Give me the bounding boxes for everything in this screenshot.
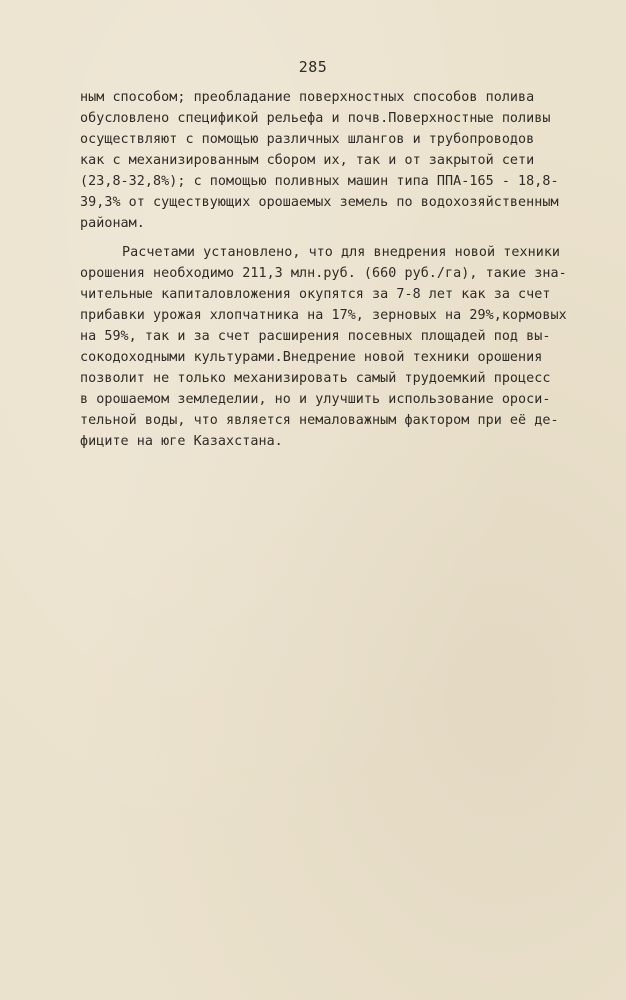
text-line: обусловлено спецификой рельефа и почв.Поверхностные поливы [80, 111, 551, 126]
paragraph-1 [80, 87, 580, 234]
text-line: (23,8-32,8%); с помощью поливных машин типа ППА-165 - 18,8- [80, 174, 559, 189]
text-line: Расчетами установлено, что для внедрения новой техники [122, 245, 561, 260]
text-line: как с механизированным сбором их, так и от закрытой сети [80, 153, 535, 168]
text-line: ным способом; преобладание поверхностных способов полива [80, 90, 535, 105]
text-line: осуществляют с помощью различных шлангов и трубопроводов [80, 132, 535, 147]
text-line: 39,3% от существующих орошаемых земель по водохозяйственным [80, 195, 559, 210]
text-line: прибавки урожая хлопчатника на 17%, зерновых на 29%,кормовых [80, 308, 567, 323]
text-line: чительные капиталовложения окупятся за 7-8 лет как за счет [80, 287, 551, 302]
paragraph-gap [80, 234, 580, 242]
text-line: сокодоходными культурами.Внедрение новой техники орошения [80, 350, 543, 365]
text-line: районам. [80, 216, 145, 231]
text-line: на 59%, так и за счет расширения посевных площадей под вы- [80, 329, 551, 344]
text-line: тельной воды, что является немаловажным фактором при её де- [80, 413, 559, 428]
paragraph-2 [80, 242, 580, 452]
text-line: в орошаемом земледелии, но и улучшить использование ороси- [80, 392, 551, 407]
page-number: 285 [298, 58, 328, 76]
text-line: орошения необходимо 211,3 млн.руб. (660 руб./га), такие зна- [80, 266, 567, 281]
body-text [80, 87, 580, 452]
text-line: фиците на юге Казахстана. [80, 434, 283, 449]
text-line: позволит не только механизировать самый трудоемкий процесс [80, 371, 551, 386]
